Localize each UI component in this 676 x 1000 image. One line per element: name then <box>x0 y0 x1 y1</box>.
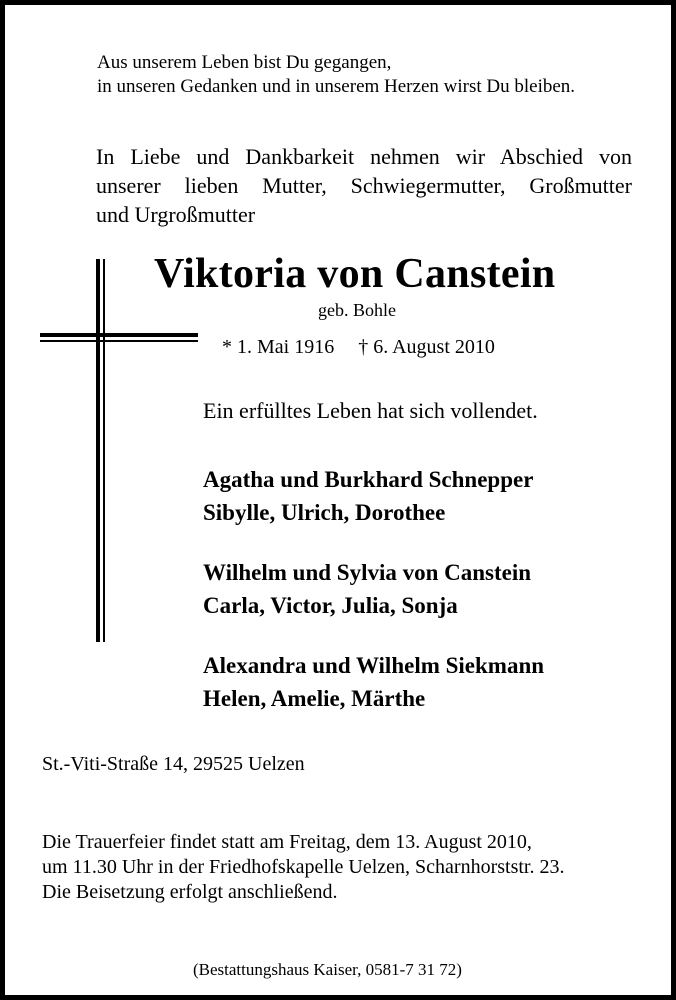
mourner-group <box>203 463 533 529</box>
family-address: St.-Viti-Straße 14, 29525 Uelzen <box>42 753 305 775</box>
funeral-info <box>42 830 564 905</box>
birth-date: * 1. Mai 1916 <box>222 336 335 358</box>
life-statement: Ein erfülltes Leben hat sich vollendet. <box>203 398 538 423</box>
intro-paragraph <box>96 142 632 229</box>
funeral-info-line: um 11.30 Uhr in der Friedhofskapelle Uelzen, Scharnhorststr. 23. <box>42 856 565 878</box>
opening-verse <box>97 51 575 99</box>
mourner-children: Sibylle, Ulrich, Dorothee <box>203 500 446 525</box>
mourner-children: Carla, Victor, Julia, Sonja <box>203 593 458 618</box>
mourner-names: Alexandra und Wilhelm Siekmann <box>203 653 545 678</box>
mourner-children: Helen, Amelie, Märthe <box>203 686 426 711</box>
verse-line: in unseren Gedanken und in unserem Herzen wirst Du bleiben. <box>97 76 576 97</box>
death-date: † 6. August 2010 <box>358 336 495 358</box>
mourner-group <box>203 649 544 715</box>
intro-line: In Liebe und Dankbarkeit nehmen wir Abschied von <box>96 144 632 169</box>
funeral-info-line: Die Beisetzung erfolgt anschließend. <box>42 881 338 903</box>
deceased-name: Viktoria von Canstein <box>154 251 556 297</box>
verse-line: Aus unserem Leben bist Du gegangen, <box>97 52 392 73</box>
mourner-names: Wilhelm und Sylvia von Canstein <box>203 560 532 585</box>
life-dates <box>222 336 495 359</box>
mourner-group <box>203 556 531 622</box>
maiden-name: geb. Bohle <box>318 300 396 320</box>
mourner-names: Agatha und Burkhard Schnepper <box>203 467 534 492</box>
intro-line: unserer lieben Mutter, Schwiegermutter, Großmutter <box>96 173 632 198</box>
funeral-home-credit: (Bestattungshaus Kaiser, 0581-7 31 72) <box>193 960 462 979</box>
intro-line: und Urgroßmutter <box>96 202 256 227</box>
funeral-info-line: Die Trauerfeier findet statt am Freitag, dem 13. August 2010, <box>42 831 532 853</box>
